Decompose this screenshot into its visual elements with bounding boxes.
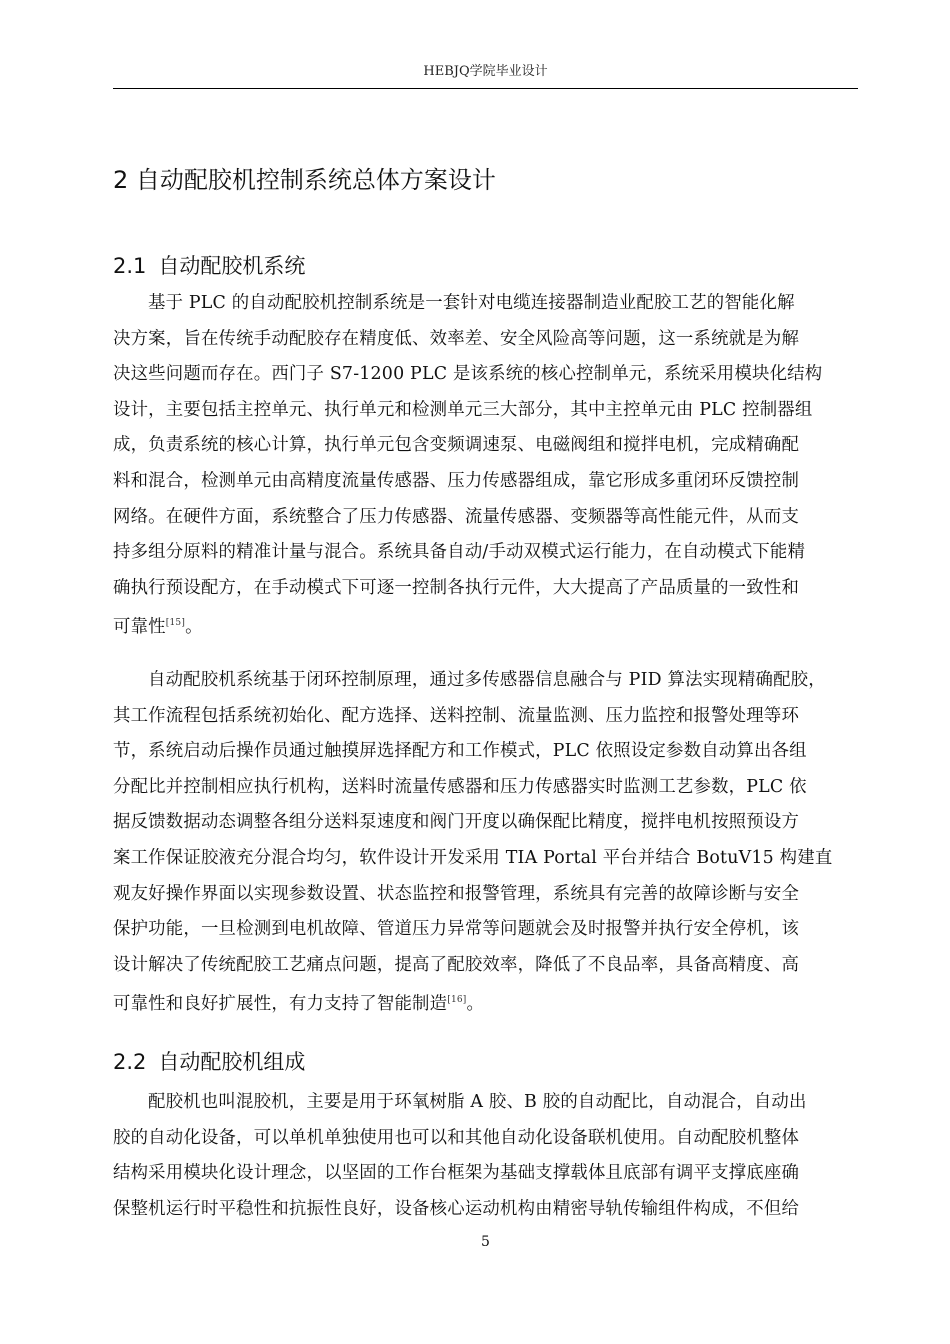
paragraph-2-2-a xyxy=(113,1085,858,1227)
paragraph-2-1-a xyxy=(113,286,858,646)
page-number: 5 xyxy=(481,1234,490,1250)
paragraph-line-last xyxy=(113,983,858,1022)
section-title-2-1 xyxy=(113,250,305,280)
paragraph-line: 结构采用模块化设计理念，以坚固的工作台框架为基础支撑载体且底部有调平支撑底座确 xyxy=(113,1163,800,1184)
paragraph-line: 据反馈数据动态调整各组分送料泵速度和阀门开度以确保配比精度，搅拌电机按照预设方 xyxy=(113,812,800,833)
paragraph-line: 自动配胶机系统基于闭环控制原理，通过多传感器信息融合与 PID 算法实现精确配胶， xyxy=(148,670,826,690)
section-number: 2.1 xyxy=(113,254,147,278)
paragraph-line: 节，系统启动后操作员通过触摸屏选择配方和工作模式，PLC 依照设定参数自动算出各组 xyxy=(113,741,807,762)
paragraph-line: 案工作保证胶液充分混合均匀，软件设计开发采用 TIA Portal 平台并结合 BotuV15 构建直 xyxy=(113,847,833,868)
paragraph-text: 可靠性和良好扩展性，有力支持了智能制造 xyxy=(113,994,448,1015)
paragraph-line: 其工作流程包括系统初始化、配方选择、送料控制、流量监测、压力监控和报警处理等环 xyxy=(113,705,800,726)
paragraph-line: 保护功能，一旦检测到电机故障、管道压力异常等问题就会及时报警并执行安全停机，该 xyxy=(113,919,800,940)
paragraph-2-1-b xyxy=(113,663,858,1023)
paragraph-line: 分配比并控制相应执行机构，送料时流量传感器和压力传感器实时监测工艺参数，PLC 依 xyxy=(113,776,807,797)
paragraph-line: 设计，主要包括主控单元、执行单元和检测单元三大部分，其中主控单元由 PLC 控制器组 xyxy=(113,399,813,420)
citation-15: [15] xyxy=(165,618,186,629)
paragraph-line: 基于 PLC 的自动配胶机控制系统是一套针对电缆连接器制造业配胶工艺的智能化解 xyxy=(148,293,795,313)
paragraph-line: 决这些问题而存在。西门子 S7-1200 PLC 是该系统的核心控制单元，系统采用模块化结构 xyxy=(113,364,823,385)
section-heading: 自动配胶机组成 xyxy=(158,1050,306,1074)
paragraph-line: 保整机运行时平稳性和抗振性良好，设备核心运动机构由精密导轨传输组件构成，不但给 xyxy=(113,1198,800,1219)
header-rule xyxy=(113,88,858,89)
paragraph-end-punct: 。 xyxy=(185,617,203,638)
page-header: HEBJQ学院毕业设计 xyxy=(423,64,548,79)
paragraph-line: 胶的自动化设备，可以单机单独使用也可以和其他自动化设备联机使用。自动配胶机整体 xyxy=(113,1127,800,1148)
paragraph-line: 持多组分原料的精准计量与混合。系统具备自动/手动双模式运行能力，在自动模式下能精 xyxy=(113,542,806,563)
paragraph-text: 可靠性 xyxy=(113,617,166,638)
paragraph-line: 成，负责系统的核心计算，执行单元包含变频调速泵、电磁阀组和搅拌电机，完成精确配 xyxy=(113,435,800,456)
chapter-title: 2 自动配胶机控制系统总体方案设计 xyxy=(113,166,496,194)
paragraph-line: 设计解决了传统配胶工艺痛点问题，提高了配胶效率，降低了不良品率，具备高精度、高 xyxy=(113,954,800,975)
paragraph-line: 网络。在硬件方面，系统整合了压力传感器、流量传感器、变频器等高性能元件，从而支 xyxy=(113,506,800,527)
paragraph-line: 观友好操作界面以实现参数设置、状态监控和报警管理，系统具有完善的故障诊断与安全 xyxy=(113,883,800,904)
section-number: 2.2 xyxy=(113,1050,147,1074)
citation-16: [16] xyxy=(447,995,467,1006)
paragraph-line: 决方案，旨在传统手动配胶存在精度低、效率差、安全风险高等问题，这一系统就是为解 xyxy=(113,328,800,349)
paragraph-line: 料和混合，检测单元由高精度流量传感器、压力传感器组成，靠它形成多重闭环反馈控制 xyxy=(113,470,800,491)
section-title-2-2 xyxy=(113,1046,305,1076)
paragraph-end-punct: 。 xyxy=(466,994,485,1015)
section-heading: 自动配胶机系统 xyxy=(158,254,306,278)
paragraph-line-last xyxy=(113,606,858,645)
paragraph-line: 配胶机也叫混胶机，主要是用于环氧树脂 A 胶、B 胶的自动配比，自动混合，自动出 xyxy=(148,1092,807,1112)
paragraph-line: 确执行预设配方，在手动模式下可逐一控制各执行元件，大大提高了产品质量的一致性和 xyxy=(113,577,800,598)
